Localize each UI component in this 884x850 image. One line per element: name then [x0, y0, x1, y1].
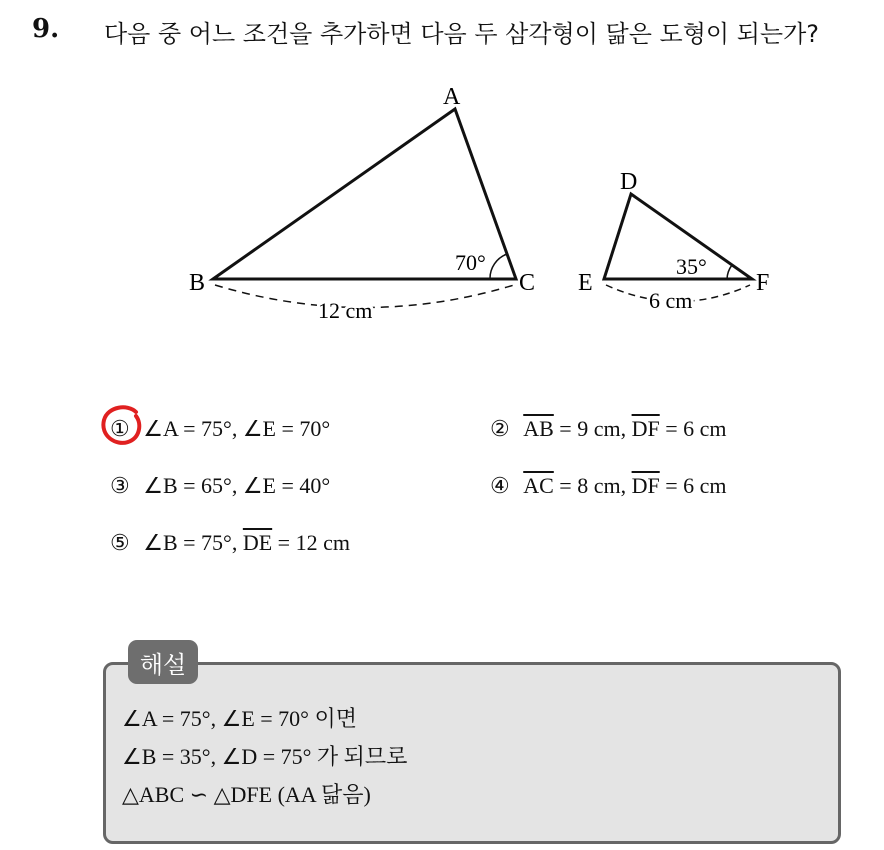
vertex-a-label: A	[443, 84, 461, 110]
vertex-f-label: F	[756, 270, 770, 296]
option-5[interactable]	[110, 530, 350, 556]
angle-f-label: 35°	[676, 254, 707, 279]
segment-ab: $\overline{AB}$	[523, 416, 554, 441]
option-number: ③	[110, 473, 130, 498]
side-bc-label: 12 cm	[318, 298, 373, 323]
vertex-b-label: B	[189, 270, 206, 296]
vertex-e-label: E	[578, 270, 593, 296]
option-number: ⑤	[110, 530, 130, 555]
triangle-figure	[0, 0, 884, 400]
explanation-tag: 해설	[128, 640, 198, 684]
option-4[interactable]	[490, 473, 727, 499]
option-number: ④	[490, 473, 510, 498]
explanation-line-3: △ABC ∽ △DFE (AA 닮음)	[122, 782, 371, 807]
option-2[interactable]	[490, 416, 727, 442]
option-1[interactable]	[110, 416, 330, 442]
option-number: ①	[110, 416, 130, 441]
explanation-line-1: ∠A = 75°, ∠E = 70° 이면	[122, 706, 357, 731]
explanation-line-2: ∠B = 35°, ∠D = 75° 가 되므로	[122, 744, 408, 769]
angle-c-arc	[490, 254, 507, 279]
option-text: ∠A = 75°, ∠E = 70°	[143, 416, 331, 441]
option-number: ②	[490, 416, 510, 441]
question-text: 다음 중 어느 조건을 추가하면 다음 두 삼각형이 닮은 도형이 되는가?	[104, 20, 819, 48]
option-text: = 6 cm	[659, 473, 727, 498]
option-text: ∠B = 65°, ∠E = 40°	[143, 473, 331, 498]
question-number: 9.	[32, 14, 60, 44]
segment-df: $\overline{DF}$	[631, 416, 660, 441]
side-ef-label: 6 cm	[649, 288, 693, 313]
option-text: = 8 cm,	[553, 473, 632, 498]
option-text: = 6 cm	[659, 416, 727, 441]
option-text: = 12 cm	[272, 530, 350, 555]
segment-df: $\overline{DF}$	[631, 473, 660, 498]
segment-ac: $\overline{AC}$	[523, 473, 554, 498]
angle-f-arc	[727, 265, 732, 279]
option-3[interactable]	[110, 473, 330, 499]
vertex-c-label: C	[519, 270, 536, 296]
segment-de: $\overline{DE}$	[242, 530, 273, 555]
vertex-d-label: D	[620, 169, 638, 195]
option-text: = 9 cm,	[553, 416, 632, 441]
angle-c-label: 70°	[455, 250, 486, 275]
option-text: ∠B = 75°,	[143, 530, 243, 555]
